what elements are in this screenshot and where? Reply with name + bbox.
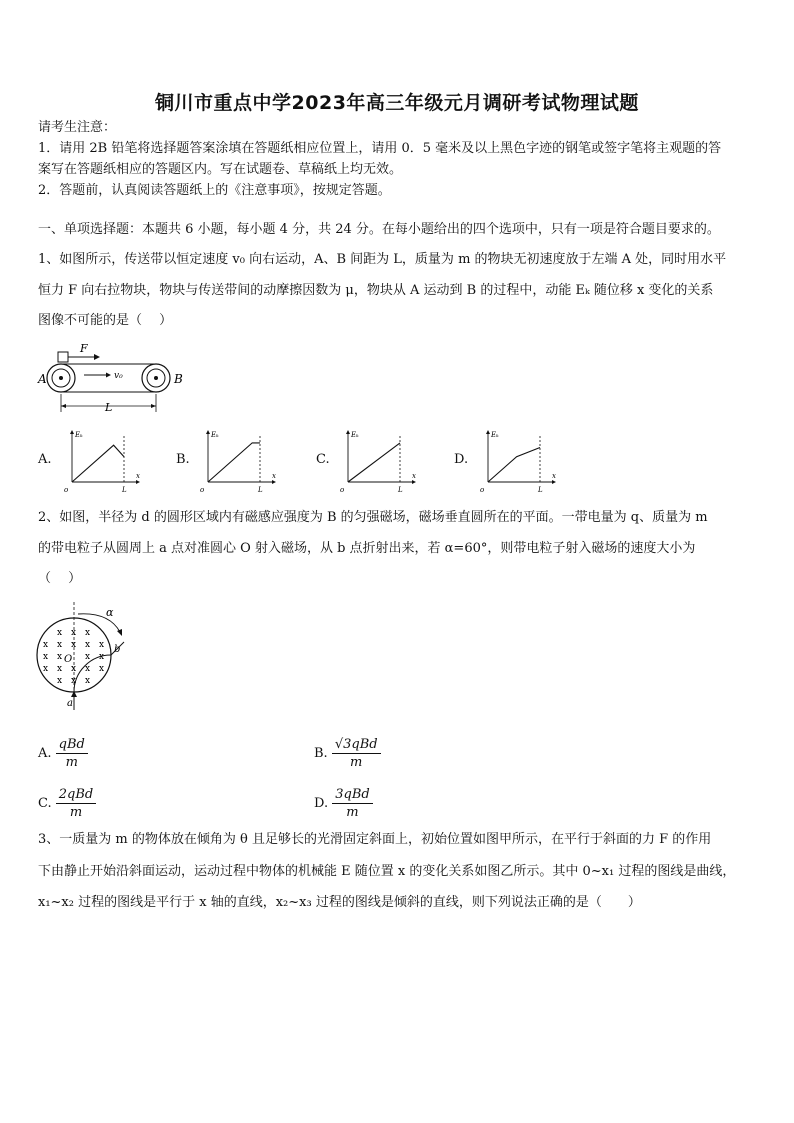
- q1-fig-B: B: [174, 372, 183, 386]
- q2-option-c[interactable]: [38, 786, 96, 821]
- field-x-mark: x: [85, 628, 91, 638]
- q2-option-d-den: m: [346, 805, 359, 820]
- q2-option-d-fraction: [332, 786, 372, 821]
- q2-option-a-den: m: [65, 755, 78, 770]
- notice-item-1-cont: 案写在答题纸相应的答题区内。写在试题卷、草稿纸上均无效。: [38, 162, 403, 177]
- q2-option-b-num: √3qBd: [332, 736, 381, 754]
- field-x-mark: x: [71, 676, 77, 686]
- x-axis-label: x: [412, 472, 416, 480]
- q3-stem-line2: 下由静止开始沿斜面运动，运动过程中物体的机械能 E 随位置 x 的变化关系如图乙所示。其中 0~x₁ 过程的图线是曲线，: [38, 864, 736, 879]
- field-x-mark: x: [85, 640, 91, 650]
- field-x-mark: x: [85, 652, 91, 662]
- origin-label: o: [340, 486, 345, 494]
- field-x-mark: x: [57, 664, 63, 674]
- q2-option-b-label: B.: [314, 746, 328, 761]
- field-x-mark: x: [57, 640, 63, 650]
- q1-graph-b: [198, 428, 278, 494]
- q2-option-d[interactable]: [314, 786, 373, 821]
- q2-option-c-den: m: [69, 805, 83, 820]
- q1-option-a-label[interactable]: A.: [38, 452, 52, 467]
- q2-option-b-den: m: [350, 755, 363, 770]
- q2-option-a-fraction: [56, 736, 88, 771]
- page-title: 铜川市重点中学2023年高三年级元月调研考试物理试题: [155, 92, 639, 114]
- field-x-mark: x: [85, 676, 91, 686]
- q2-option-b[interactable]: [314, 736, 381, 771]
- field-x-mark: x: [71, 664, 77, 674]
- field-x-mark: x: [99, 664, 105, 674]
- q1-conveyor-figure: [36, 340, 206, 420]
- q3-stem-line3: x₁~x₂ 过程的图线是平行于 x 轴的直线，x₂~x₃ 过程的图线是倾斜的直线，则下列说法正确的是（ ）: [38, 895, 641, 910]
- series-line-C: [348, 443, 400, 482]
- q2-option-c-label: C.: [38, 796, 52, 811]
- q2-option-c-num: 2qBd: [56, 786, 96, 804]
- q2-stem-line1: 2、如图，半径为 d 的圆形区域内有磁感应强度为 B 的匀强磁场，磁场垂直圆所在的平面。一带电量为 q、质量为 m: [38, 510, 708, 525]
- q2-option-a-label: A.: [38, 746, 52, 761]
- q1-option-b-label[interactable]: B.: [176, 452, 190, 467]
- q2-stem-line2: 的带电粒子从圆周上 a 点对准圆心 O 射入磁场，从 b 点折射出来，若 α=60°，则带电粒子射入磁场的速度大小为: [38, 541, 696, 556]
- origin-label: o: [480, 486, 485, 494]
- field-x-mark: x: [85, 664, 91, 674]
- q1-fig-v0: v₀: [114, 371, 123, 381]
- q1-stem-line3: 图像不可能的是（ ）: [38, 313, 173, 328]
- q1-stem-line1: 1、如图所示，传送带以恒定速度 v₀ 向右运动，A、B 间距为 L，质量为 m 的物块无初速度放于左端 A 处，同时用水平: [38, 252, 727, 267]
- q2-fig-alpha: α: [106, 606, 114, 619]
- y-axis-label: Eₖ: [491, 431, 499, 439]
- q1-fig-A: A: [38, 372, 47, 386]
- y-axis-label: Eₖ: [211, 431, 219, 439]
- field-x-mark: x: [71, 640, 77, 650]
- q2-option-a[interactable]: [38, 736, 88, 771]
- x-tick-L: L: [122, 486, 127, 494]
- origin-label: o: [200, 486, 205, 494]
- q2-stem-line3: （ ）: [38, 571, 82, 586]
- y-axis-label: Eₖ: [351, 431, 359, 439]
- y-axis-label: Eₖ: [75, 431, 83, 439]
- q2-magnetic-field-figure: [34, 600, 144, 712]
- field-x-mark: x: [57, 652, 63, 662]
- series-line-B: [208, 443, 260, 482]
- x-axis-label: x: [552, 472, 556, 480]
- notice-item-1: 1．请用 2B 铅笔将选择题答案涂填在答题纸相应位置上，请用 0．5 毫米及以上黑色字迹的钢笔或签字笔将主观题的答: [38, 141, 722, 156]
- field-x-mark: x: [57, 628, 63, 638]
- q2-option-d-num: 3qBd: [332, 786, 372, 804]
- q2-fig-b: b: [114, 644, 121, 655]
- q1-fig-F: F: [80, 342, 88, 355]
- q2-field-marks: [43, 628, 104, 686]
- field-x-mark: x: [43, 664, 49, 674]
- field-x-mark: x: [43, 640, 49, 650]
- q2-option-d-label: D.: [314, 796, 329, 811]
- x-tick-L: L: [258, 486, 263, 494]
- series-line-A: [72, 445, 124, 482]
- x-tick-L: L: [398, 486, 403, 494]
- notice-heading: 请考生注意：: [38, 120, 117, 135]
- q2-option-b-fraction: [332, 736, 381, 771]
- x-tick-L: L: [538, 486, 543, 494]
- x-axis-label: x: [136, 472, 140, 480]
- notice-item-2: 2．答题前，认真阅读答题纸上的《注意事项》，按规定答题。: [38, 183, 391, 198]
- q1-graph-c: [338, 428, 418, 494]
- field-x-mark: x: [99, 652, 105, 662]
- series-line-D: [488, 448, 540, 483]
- section-heading: 一、单项选择题：本题共 6 小题，每小题 4 分，共 24 分。在每小题给出的四个选项中，只有一项是符合题目要求的。: [38, 222, 720, 237]
- field-x-mark: x: [71, 628, 77, 638]
- q1-graph-a: [62, 428, 142, 494]
- x-axis-label: x: [272, 472, 276, 480]
- q2-fig-O: O: [64, 654, 73, 665]
- field-x-mark: x: [57, 676, 63, 686]
- q1-option-d-label[interactable]: D.: [454, 452, 469, 467]
- q1-stem-line2: 恒力 F 向右拉物块，物块与传送带间的动摩擦因数为 μ，物块从 A 运动到 B 的过程中，动能 Eₖ 随位移 x 变化的关系: [38, 283, 714, 298]
- q2-fig-a: a: [67, 698, 73, 709]
- q2-option-a-num: qBd: [56, 736, 88, 754]
- q1-graph-d: [478, 428, 558, 494]
- q1-option-c-label[interactable]: C.: [316, 452, 330, 467]
- q2-option-c-fraction: [56, 786, 96, 821]
- q1-block: [58, 352, 68, 362]
- q1-fig-L: L: [105, 401, 113, 414]
- origin-label: o: [64, 486, 69, 494]
- field-x-mark: x: [43, 652, 49, 662]
- q3-stem-line1: 3、一质量为 m 的物体放在倾角为 θ 且足够长的光滑固定斜面上，初始位置如图甲所示，在平行于斜面的力 F 的作用: [38, 832, 712, 847]
- field-x-mark: x: [99, 640, 105, 650]
